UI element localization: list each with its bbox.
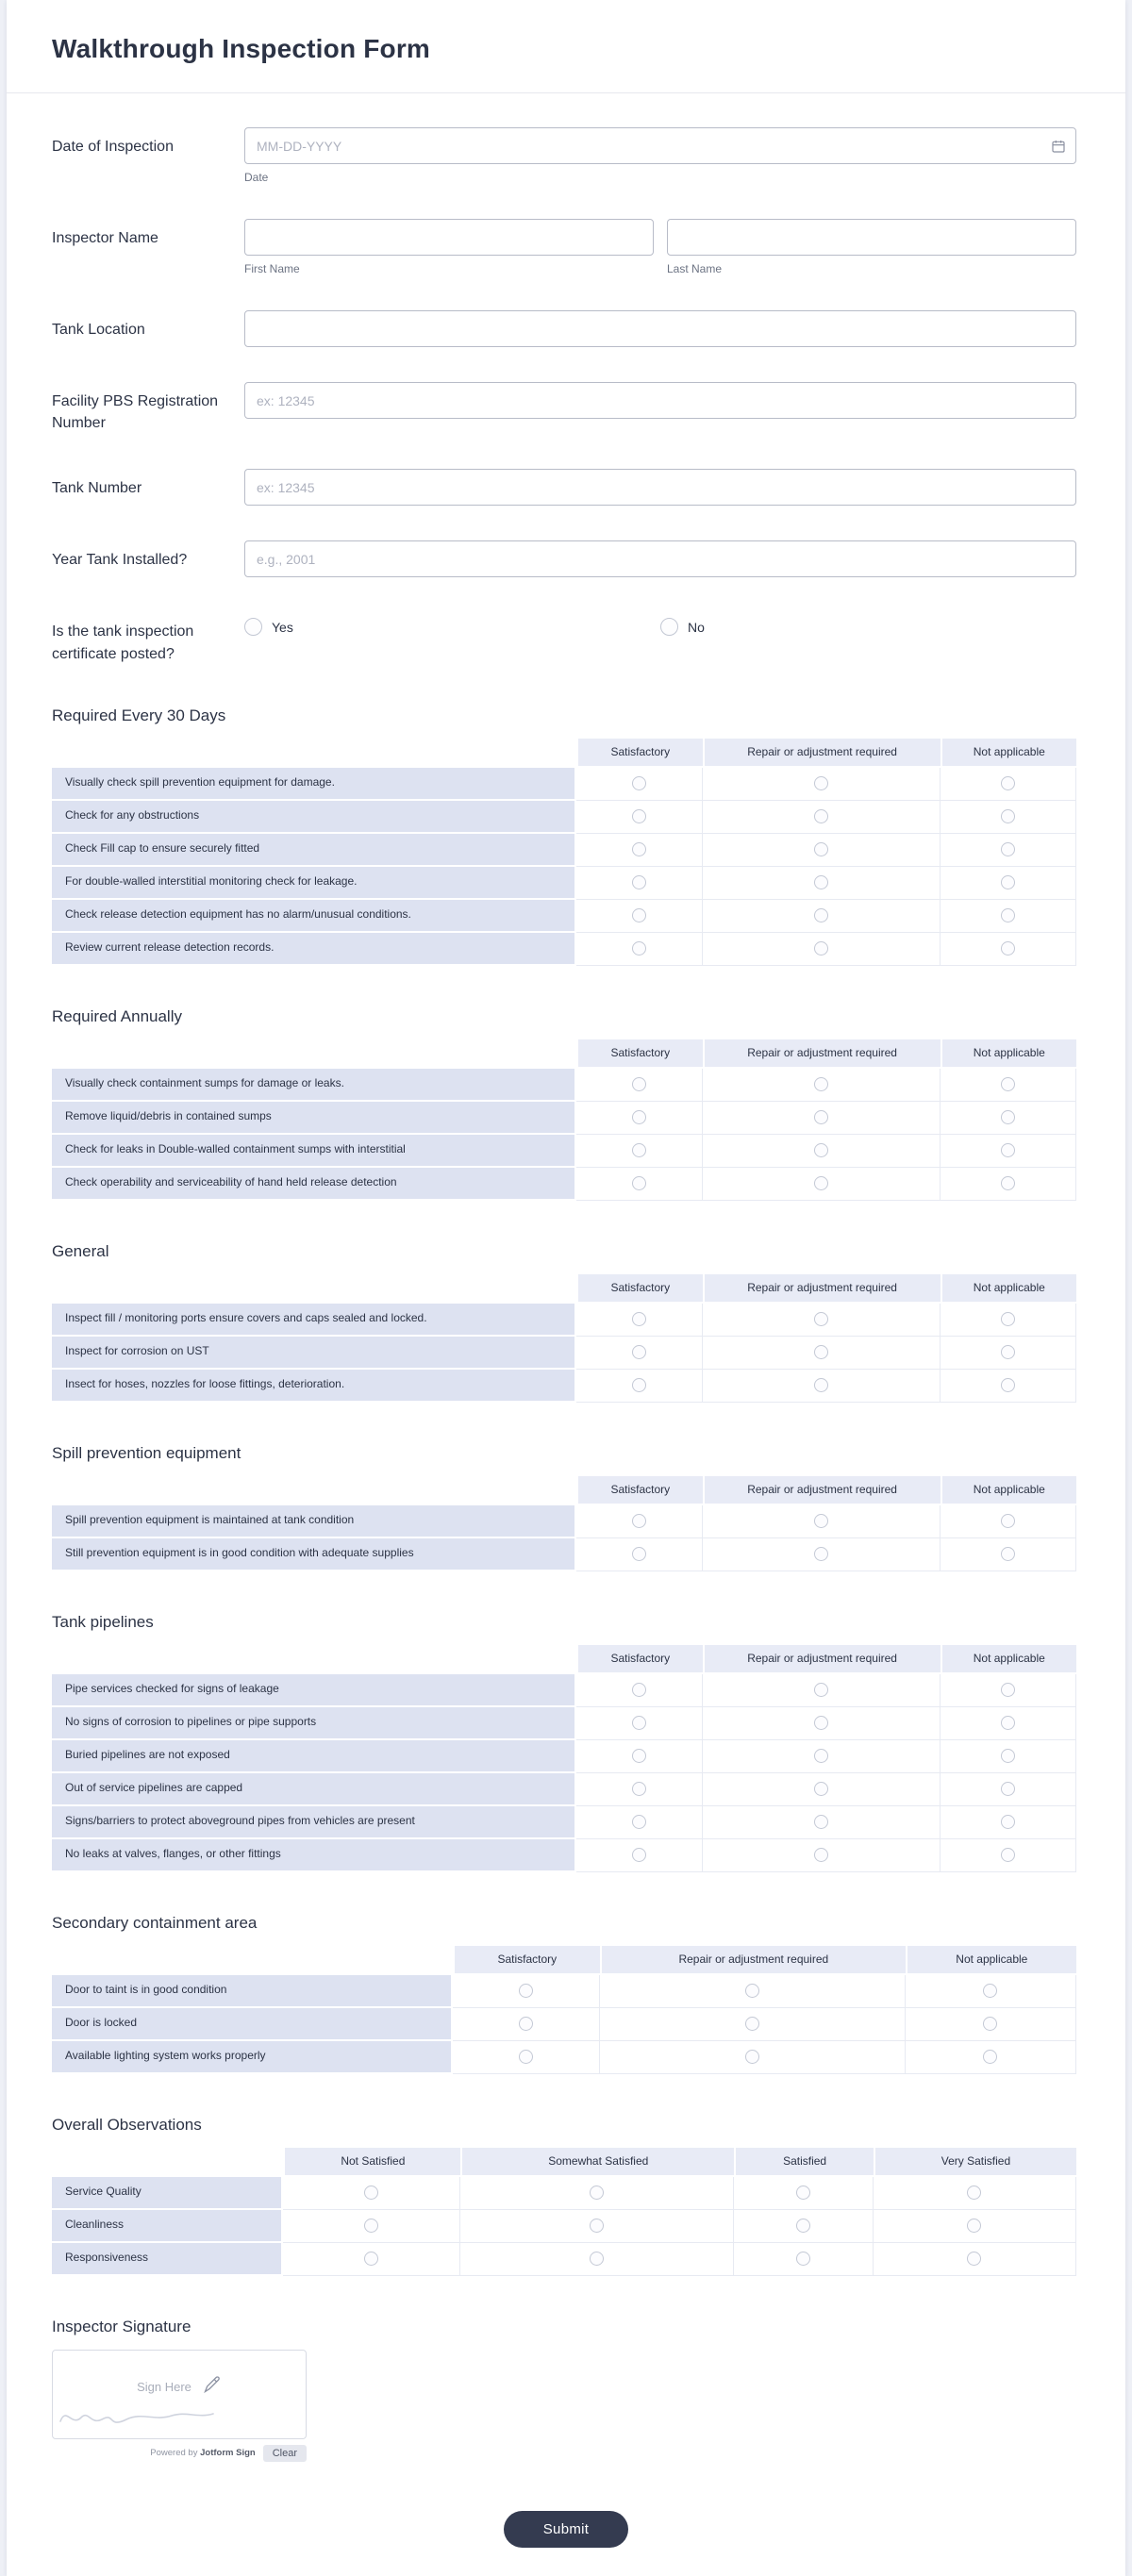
submit-button[interactable]: Submit: [504, 2511, 629, 2548]
matrix-radio-cell[interactable]: [576, 1168, 703, 1201]
tank-location-input[interactable]: [244, 310, 1076, 347]
matrix-radio-cell[interactable]: [576, 1370, 703, 1403]
certificate-option-yes[interactable]: [244, 618, 660, 636]
matrix-radio-cell[interactable]: [941, 1168, 1076, 1201]
matrix-row-label: Door to taint is in good condition: [52, 1975, 453, 2008]
matrix-radio-cell[interactable]: [576, 1707, 703, 1740]
matrix-radio-cell[interactable]: [941, 1538, 1076, 1571]
radio-button[interactable]: [632, 1683, 646, 1697]
matrix-radio-cell[interactable]: [703, 834, 941, 867]
matrix-radio-cell[interactable]: [941, 1707, 1076, 1740]
matrix-radio-cell[interactable]: [703, 1069, 941, 1102]
field-tank-number: [52, 469, 1076, 506]
matrix-column-header: Not applicable: [941, 739, 1076, 768]
matrix-column-header: Not applicable: [906, 1946, 1076, 1975]
matrix-radio-cell[interactable]: [941, 867, 1076, 900]
section-title-secondary-containment: Secondary containment area: [52, 1913, 258, 1932]
matrix-radio-cell[interactable]: [874, 2210, 1076, 2243]
matrix-row-label: Check release detection equipment has no alarm/unusual conditions.: [52, 900, 576, 933]
matrix-row-label: Available lighting system works properly: [52, 2041, 453, 2074]
clear-signature-button[interactable]: Clear: [263, 2445, 307, 2462]
matrix-column-header: Satisfied: [734, 2148, 874, 2177]
matrix-column-header: Very Satisfied: [874, 2148, 1076, 2177]
radio-button[interactable]: [1001, 1848, 1015, 1862]
matrix-radio-cell[interactable]: [703, 867, 941, 900]
matrix-column-header: Satisfactory: [576, 1039, 703, 1069]
matrix-radio-cell[interactable]: [941, 1304, 1076, 1337]
radio-button[interactable]: [814, 1077, 828, 1091]
radio-button[interactable]: [814, 875, 828, 889]
radio-button[interactable]: [814, 1716, 828, 1730]
matrix-table: [52, 1645, 1076, 1872]
radio-button[interactable]: [590, 2252, 604, 2266]
field-label-facility-pbs: Facility PBS Registration Number: [52, 393, 219, 432]
matrix-column-header: Somewhat Satisfied: [460, 2148, 734, 2177]
radio-button[interactable]: [814, 1514, 828, 1528]
radio-button[interactable]: [967, 2252, 981, 2266]
signature-block: [52, 2350, 1076, 2462]
radio-button[interactable]: [632, 1815, 646, 1829]
field-tank-location: [52, 310, 1076, 347]
radio-button[interactable]: [519, 1984, 533, 1998]
field-label-inspector-name: Inspector Name: [52, 230, 158, 246]
matrix-column-header: Not applicable: [941, 1274, 1076, 1304]
matrix-radio-cell[interactable]: [460, 2243, 734, 2276]
radio-button[interactable]: [244, 618, 262, 636]
matrix-radio-cell[interactable]: [941, 1839, 1076, 1872]
radio-button[interactable]: [1001, 1110, 1015, 1124]
matrix-radio-cell[interactable]: [703, 1337, 941, 1370]
matrix-radio-cell[interactable]: [600, 1975, 906, 2008]
date-sublabel: Date: [244, 171, 269, 184]
date-input[interactable]: [244, 127, 1076, 164]
matrix-corner-cell: [52, 1274, 576, 1304]
matrix-row-label: Signs/barriers to protect aboveground pipes from vehicles are present: [52, 1806, 576, 1839]
field-label-date: Date of Inspection: [52, 139, 174, 155]
matrix-radio-cell[interactable]: [600, 2041, 906, 2074]
radio-button[interactable]: [632, 908, 646, 922]
matrix-table: [52, 1274, 1076, 1403]
form-body: [7, 93, 1125, 665]
matrix-row-label: Spill prevention equipment is maintained at tank condition: [52, 1505, 576, 1538]
radio-button[interactable]: [814, 1683, 828, 1697]
radio-button[interactable]: [814, 1143, 828, 1157]
radio-button[interactable]: [983, 2017, 997, 2031]
matrix-column-header: Satisfactory: [576, 1476, 703, 1505]
radio-button[interactable]: [745, 1984, 759, 1998]
matrix-radio-cell[interactable]: [941, 834, 1076, 867]
powered-by-label: Powered by Jotform Sign: [150, 2448, 256, 2459]
form-header: [7, 0, 1125, 93]
radio-button[interactable]: [814, 1110, 828, 1124]
matrix-row-label: Inspect fill / monitoring ports ensure covers and caps sealed and locked.: [52, 1304, 576, 1337]
radio-button[interactable]: [814, 908, 828, 922]
section-title-inspector-signature: Inspector Signature: [52, 2317, 191, 2335]
matrix-radio-cell[interactable]: [576, 933, 703, 966]
radio-button[interactable]: [796, 2219, 810, 2233]
radio-button[interactable]: [590, 2219, 604, 2233]
matrix-radio-cell[interactable]: [941, 1806, 1076, 1839]
radio-button[interactable]: [814, 809, 828, 823]
radio-button[interactable]: [1001, 1782, 1015, 1796]
radio-label-no: No: [688, 619, 705, 635]
matrix-radio-cell[interactable]: [874, 2243, 1076, 2276]
matrix-radio-cell[interactable]: [906, 1975, 1076, 2008]
radio-button[interactable]: [660, 618, 678, 636]
matrix-row-label: Insect for hoses, nozzles for loose fittings, deterioration.: [52, 1370, 576, 1403]
matrix-row-label: Check Fill cap to ensure securely fitted: [52, 834, 576, 867]
certificate-option-no[interactable]: [660, 618, 1076, 636]
radio-button[interactable]: [814, 1312, 828, 1326]
form-title: Walkthrough Inspection Form: [52, 34, 431, 63]
section-title-required-30-days: Required Every 30 Days: [52, 706, 226, 724]
matrix-radio-cell[interactable]: [576, 1304, 703, 1337]
radio-button[interactable]: [632, 1782, 646, 1796]
matrix-row-label: For double-walled interstitial monitoring check for leakage.: [52, 867, 576, 900]
matrix-radio-cell[interactable]: [576, 1674, 703, 1707]
radio-button[interactable]: [1001, 1176, 1015, 1190]
radio-button[interactable]: [1001, 1312, 1015, 1326]
matrix-row-label: No signs of corrosion to pipelines or pipe supports: [52, 1707, 576, 1740]
matrix-radio-cell[interactable]: [460, 2210, 734, 2243]
radio-button[interactable]: [632, 1110, 646, 1124]
calendar-icon[interactable]: [1050, 138, 1067, 155]
radio-button[interactable]: [632, 1514, 646, 1528]
matrix-row-label: Visually check spill prevention equipment for damage.: [52, 768, 576, 801]
submit-row: [7, 2511, 1125, 2548]
matrix-radio-cell[interactable]: [874, 2177, 1076, 2210]
matrix-radio-cell[interactable]: [576, 1337, 703, 1370]
field-facility-pbs-number: [52, 382, 1076, 434]
matrix-radio-cell[interactable]: [283, 2243, 460, 2276]
matrix-radio-cell[interactable]: [703, 1304, 941, 1337]
matrix-radio-cell[interactable]: [941, 900, 1076, 933]
radio-button[interactable]: [632, 875, 646, 889]
field-label-certificate-posted: Is the tank inspection certificate posted?: [52, 623, 194, 662]
radio-button[interactable]: [632, 776, 646, 790]
matrix-row-label: Responsiveness: [52, 2243, 283, 2276]
matrix-corner-cell: [52, 2148, 283, 2177]
matrix-radio-cell[interactable]: [576, 1806, 703, 1839]
matrix-radio-cell[interactable]: [941, 1069, 1076, 1102]
year-installed-input[interactable]: [244, 540, 1076, 577]
matrix-radio-cell[interactable]: [703, 1102, 941, 1135]
last-name-input[interactable]: [667, 219, 1076, 256]
matrix-radio-cell[interactable]: [703, 933, 941, 966]
matrix-radio-cell[interactable]: [460, 2177, 734, 2210]
matrix-radio-cell[interactable]: [576, 1505, 703, 1538]
matrix-row-label: Check operability and serviceability of hand held release detection: [52, 1168, 576, 1201]
radio-button[interactable]: [814, 1345, 828, 1359]
matrix-row-label: Inspect for corrosion on UST: [52, 1337, 576, 1370]
radio-button[interactable]: [745, 2050, 759, 2064]
matrix-corner-cell: [52, 1645, 576, 1674]
radio-button[interactable]: [1001, 1815, 1015, 1829]
radio-button[interactable]: [632, 1345, 646, 1359]
radio-button[interactable]: [1001, 908, 1015, 922]
matrix-radio-cell[interactable]: [703, 1370, 941, 1403]
matrix-radio-cell[interactable]: [283, 2177, 460, 2210]
matrix-radio-cell[interactable]: [576, 1839, 703, 1872]
matrix-radio-cell[interactable]: [703, 1806, 941, 1839]
pen-icon: [203, 2375, 222, 2399]
matrix-column-header: Satisfactory: [576, 739, 703, 768]
radio-button[interactable]: [745, 2017, 759, 2031]
matrix-column-header: Repair or adjustment required: [703, 1476, 941, 1505]
radio-button[interactable]: [364, 2252, 378, 2266]
field-label-tank-number: Tank Number: [52, 480, 142, 497]
radio-button[interactable]: [1001, 809, 1015, 823]
field-inspector-name: [52, 219, 1076, 275]
matrix-column-header: Satisfactory: [576, 1274, 703, 1304]
matrix-overall-observations: [52, 2148, 1076, 2276]
matrix-radio-cell[interactable]: [734, 2210, 874, 2243]
matrix-radio-cell[interactable]: [941, 1135, 1076, 1168]
matrix-tank-pipelines: [52, 1645, 1076, 1872]
matrix-radio-cell[interactable]: [941, 1370, 1076, 1403]
radio-button[interactable]: [814, 941, 828, 956]
matrix-row-label: Still prevention equipment is in good condition with adequate supplies: [52, 1538, 576, 1571]
matrix-corner-cell: [52, 1476, 576, 1505]
radio-button[interactable]: [364, 2185, 378, 2200]
matrix-radio-cell[interactable]: [283, 2210, 460, 2243]
section-title-general: General: [52, 1241, 109, 1260]
matrix-column-header: Not Satisfied: [283, 2148, 460, 2177]
radio-button[interactable]: [632, 1848, 646, 1862]
matrix-radio-cell[interactable]: [453, 2041, 600, 2074]
matrix-radio-cell[interactable]: [576, 1773, 703, 1806]
radio-button[interactable]: [364, 2219, 378, 2233]
field-certificate-posted: [52, 612, 1076, 664]
radio-button[interactable]: [632, 809, 646, 823]
matrix-radio-cell[interactable]: [576, 1740, 703, 1773]
matrix-radio-cell[interactable]: [703, 900, 941, 933]
matrix-radio-cell[interactable]: [734, 2243, 874, 2276]
matrix-radio-cell[interactable]: [941, 1773, 1076, 1806]
matrix-spill-prevention: [52, 1476, 1076, 1571]
matrix-secondary-containment: [52, 1946, 1076, 2074]
radio-button[interactable]: [983, 2050, 997, 2064]
matrix-radio-cell[interactable]: [703, 768, 941, 801]
matrix-column-header: Not applicable: [941, 1039, 1076, 1069]
radio-button[interactable]: [1001, 842, 1015, 856]
matrix-radio-cell[interactable]: [703, 1773, 941, 1806]
radio-button[interactable]: [1001, 875, 1015, 889]
matrix-radio-cell[interactable]: [941, 1505, 1076, 1538]
matrix-radio-cell[interactable]: [734, 2177, 874, 2210]
matrix-column-header: Repair or adjustment required: [703, 739, 941, 768]
radio-button[interactable]: [632, 1378, 646, 1392]
matrix-column-header: Satisfactory: [453, 1946, 600, 1975]
radio-button[interactable]: [814, 1782, 828, 1796]
last-name-sublabel: Last Name: [667, 262, 723, 275]
matrix-row-label: Buried pipelines are not exposed: [52, 1740, 576, 1773]
certificate-radio-group: [244, 612, 1076, 636]
radio-button[interactable]: [519, 2017, 533, 2031]
facility-pbs-input[interactable]: [244, 382, 1076, 419]
matrix-radio-cell[interactable]: [703, 1505, 941, 1538]
matrix-table: [52, 1476, 1076, 1571]
matrix-column-header: Not applicable: [941, 1476, 1076, 1505]
matrix-radio-cell[interactable]: [453, 1975, 600, 2008]
radio-button[interactable]: [590, 2185, 604, 2200]
radio-button[interactable]: [1001, 1749, 1015, 1763]
matrix-radio-cell[interactable]: [941, 933, 1076, 966]
matrix-corner-cell: [52, 1946, 453, 1975]
radio-button[interactable]: [1001, 1683, 1015, 1697]
radio-button[interactable]: [814, 776, 828, 790]
matrix-radio-cell[interactable]: [576, 867, 703, 900]
matrix-row-label: Out of service pipelines are capped: [52, 1773, 576, 1806]
matrix-row-label: Pipe services checked for signs of leakage: [52, 1674, 576, 1707]
radio-button[interactable]: [1001, 1345, 1015, 1359]
matrix-radio-cell[interactable]: [941, 1674, 1076, 1707]
radio-button[interactable]: [1001, 1143, 1015, 1157]
radio-button[interactable]: [1001, 776, 1015, 790]
matrix-column-header: Repair or adjustment required: [600, 1946, 906, 1975]
field-label-tank-location: Tank Location: [52, 322, 145, 338]
form-card: [7, 0, 1125, 2576]
matrix-column-header: Satisfactory: [576, 1645, 703, 1674]
radio-button[interactable]: [632, 1749, 646, 1763]
radio-button[interactable]: [632, 1312, 646, 1326]
radio-button[interactable]: [814, 1378, 828, 1392]
radio-button[interactable]: [814, 1815, 828, 1829]
matrix-radio-cell[interactable]: [576, 1135, 703, 1168]
matrix-table: [52, 1946, 1076, 2074]
matrix-radio-cell[interactable]: [453, 2008, 600, 2041]
matrix-radio-cell[interactable]: [703, 1674, 941, 1707]
radio-button[interactable]: [632, 941, 646, 956]
matrix-radio-cell[interactable]: [703, 801, 941, 834]
first-name-sublabel: First Name: [244, 262, 300, 275]
tank-number-input[interactable]: [244, 469, 1076, 506]
matrix-row-label: Check for leaks in Double-walled containment sumps with interstitial: [52, 1135, 576, 1168]
matrix-radio-cell[interactable]: [906, 2008, 1076, 2041]
matrix-radio-cell[interactable]: [703, 1839, 941, 1872]
matrix-column-header: Repair or adjustment required: [703, 1039, 941, 1069]
radio-button[interactable]: [632, 1547, 646, 1561]
radio-button[interactable]: [1001, 1378, 1015, 1392]
matrix-column-header: Not applicable: [941, 1645, 1076, 1674]
matrix-radio-cell[interactable]: [941, 801, 1076, 834]
matrix-row-label: Cleanliness: [52, 2210, 283, 2243]
radio-button[interactable]: [796, 2252, 810, 2266]
radio-button[interactable]: [814, 842, 828, 856]
radio-button[interactable]: [632, 1143, 646, 1157]
signature-scribble-icon: [57, 2393, 217, 2433]
radio-button[interactable]: [967, 2219, 981, 2233]
section-title-required-annually: Required Annually: [52, 1006, 182, 1025]
radio-button[interactable]: [1001, 1077, 1015, 1091]
matrix-table: [52, 1039, 1076, 1201]
radio-button[interactable]: [632, 1716, 646, 1730]
matrix-radio-cell[interactable]: [576, 834, 703, 867]
radio-button[interactable]: [1001, 941, 1015, 956]
radio-button[interactable]: [983, 1984, 997, 1998]
radio-button[interactable]: [1001, 1716, 1015, 1730]
matrix-column-header: Repair or adjustment required: [703, 1645, 941, 1674]
radio-button[interactable]: [814, 1848, 828, 1862]
matrix-row-label: Review current release detection records.: [52, 933, 576, 966]
matrix-radio-cell[interactable]: [941, 1337, 1076, 1370]
matrix-column-header: Repair or adjustment required: [703, 1274, 941, 1304]
section-title-overall-observations: Overall Observations: [52, 2115, 202, 2134]
matrix-radio-cell[interactable]: [703, 1740, 941, 1773]
matrix-corner-cell: [52, 739, 576, 768]
radio-button[interactable]: [519, 2050, 533, 2064]
radio-button[interactable]: [1001, 1547, 1015, 1561]
radio-button[interactable]: [632, 842, 646, 856]
radio-button[interactable]: [814, 1749, 828, 1763]
matrix-row-label: Check for any obstructions: [52, 801, 576, 834]
matrix-radio-cell[interactable]: [600, 2008, 906, 2041]
matrix-radio-cell[interactable]: [576, 900, 703, 933]
matrix-general: [52, 1274, 1076, 1403]
radio-button[interactable]: [632, 1176, 646, 1190]
matrix-radio-cell[interactable]: [703, 1707, 941, 1740]
signature-footer: [52, 2445, 307, 2462]
signature-pad[interactable]: [52, 2350, 307, 2439]
field-label-year-installed: Year Tank Installed?: [52, 552, 188, 569]
matrix-radio-cell[interactable]: [576, 1102, 703, 1135]
matrix-radio-cell[interactable]: [941, 1102, 1076, 1135]
radio-button[interactable]: [1001, 1514, 1015, 1528]
radio-button[interactable]: [814, 1176, 828, 1190]
first-name-input[interactable]: [244, 219, 654, 256]
matrix-corner-cell: [52, 1039, 576, 1069]
matrix-row-label: Remove liquid/debris in contained sumps: [52, 1102, 576, 1135]
matrix-radio-cell[interactable]: [941, 1740, 1076, 1773]
section-title-tank-pipelines: Tank pipelines: [52, 1612, 154, 1631]
matrix-required-30-days: [52, 739, 1076, 966]
section-title-spill-prevention: Spill prevention equipment: [52, 1443, 241, 1462]
matrix-row-label: Service Quality: [52, 2177, 283, 2210]
matrix-radio-cell[interactable]: [576, 1069, 703, 1102]
matrix-radio-cell[interactable]: [703, 1168, 941, 1201]
matrix-radio-cell[interactable]: [703, 1135, 941, 1168]
matrix-table: [52, 2148, 1076, 2276]
matrix-radio-cell[interactable]: [906, 2041, 1076, 2074]
radio-button[interactable]: [967, 2185, 981, 2200]
radio-button[interactable]: [796, 2185, 810, 2200]
matrix-required-annually: [52, 1039, 1076, 1201]
radio-label-yes: Yes: [272, 619, 293, 635]
sign-here-label: Sign Here: [137, 2379, 191, 2394]
field-year-tank-installed: [52, 540, 1076, 577]
matrix-row-label: Visually check containment sumps for damage or leaks.: [52, 1069, 576, 1102]
matrix-row-label: Door is locked: [52, 2008, 453, 2041]
field-date-of-inspection: [52, 127, 1076, 184]
matrix-radio-cell[interactable]: [576, 1538, 703, 1571]
matrix-table: [52, 739, 1076, 966]
radio-button[interactable]: [814, 1547, 828, 1561]
matrix-radio-cell[interactable]: [941, 768, 1076, 801]
matrix-radio-cell[interactable]: [576, 801, 703, 834]
matrix-radio-cell[interactable]: [703, 1538, 941, 1571]
matrix-row-label: No leaks at valves, flanges, or other fittings: [52, 1839, 576, 1872]
matrix-radio-cell[interactable]: [576, 768, 703, 801]
radio-button[interactable]: [632, 1077, 646, 1091]
